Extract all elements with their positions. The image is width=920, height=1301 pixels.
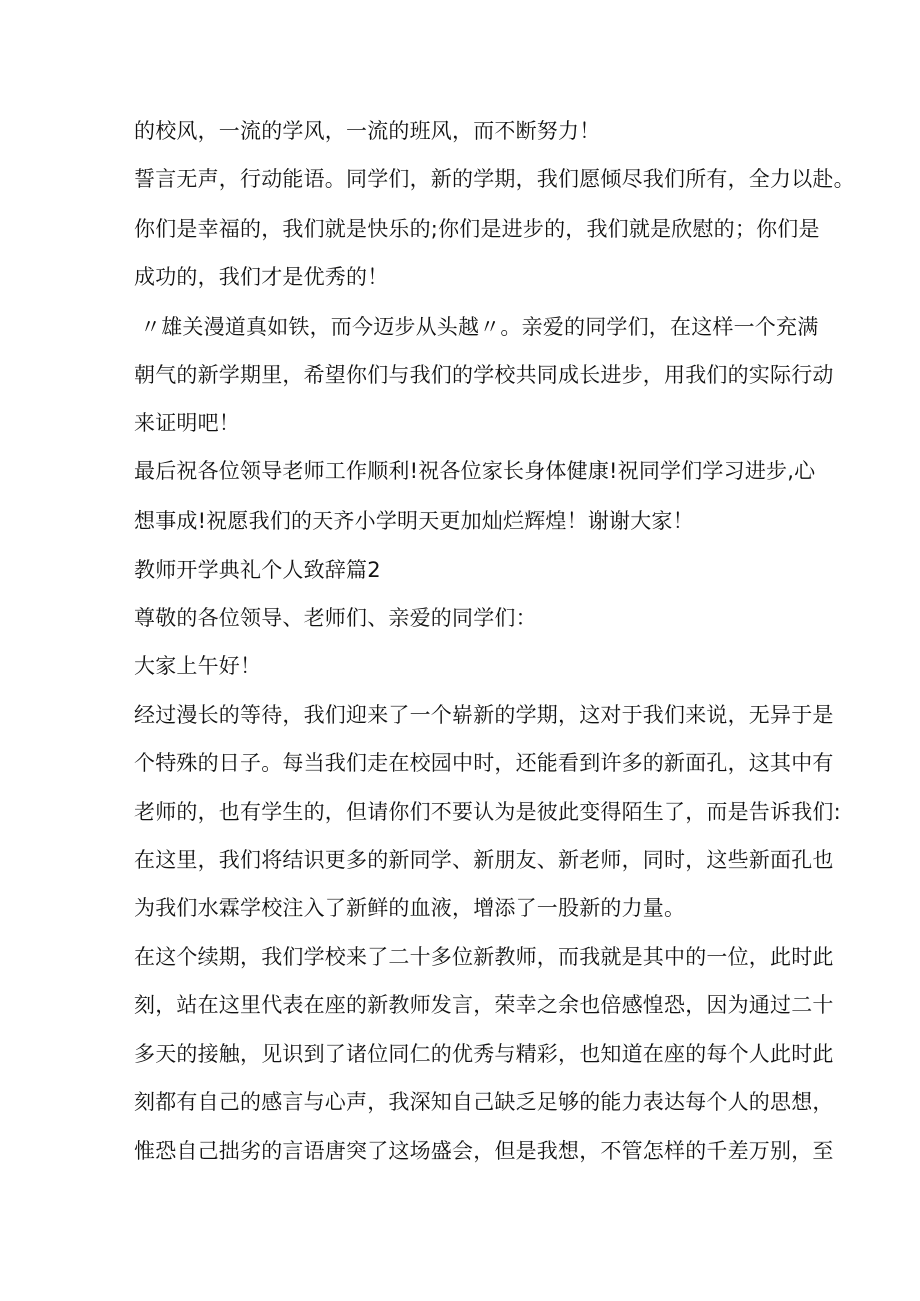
text-line: 在这个续期，我们学校来了二十多位新教师，而我就是其中的一位，此时此 <box>134 945 834 969</box>
text-line: 最后祝各位领导老师工作顺利!祝各位家长身体健康!祝同学们学习进步,心 <box>134 459 816 483</box>
text-line: 刻，站在这里代表在座的新教师发言，荣幸之余也倍感惶恐，因为通过二十 <box>134 993 834 1017</box>
text-line: 个特殊的日子。每当我们走在校园中时，还能看到许多的新面孔，这其中有 <box>134 751 834 775</box>
text-line: 〃雄关漫道真如铁，而今迈步从头越〃。亲爱的同学们，在这样一个充满 <box>140 315 819 339</box>
text-line: 多天的接触，见识到了诸位同仁的优秀与精彩，也知道在座的每个人此时此 <box>134 1042 834 1066</box>
text-line: 想事成!祝愿我们的天齐小学明天更加灿烂辉煌！谢谢大家！ <box>134 509 694 533</box>
text-line: 在这里，我们将结识更多的新同学、新朋友、新老师，同时，这些新面孔也 <box>134 848 834 872</box>
text-line: 为我们水霖学校注入了新鲜的血液，增添了一股新的力量。 <box>134 896 686 920</box>
salutation: 尊敬的各位领导、老师们、亲爱的同学们： <box>134 606 537 630</box>
text-line: 朝气的新学期里，希望你们与我们的学校共同成长进步，用我们的实际行动 <box>134 363 834 387</box>
greeting: 大家上午好！ <box>134 654 262 678</box>
text-line: 成功的，我们才是优秀的！ <box>134 265 389 289</box>
text-line: 老师的，也有学生的，但请你们不要认为是彼此变得陌生了，而是告诉我们: <box>134 800 841 824</box>
text-line: 誓言无声，行动能语。同学们，新的学期，我们愿倾尽我们所有，全力以赴。 <box>134 167 855 191</box>
text-line: 惟恐自己拙劣的言语唐突了这场盛会，但是我想，不管怎样的千差万别，至 <box>134 1139 834 1163</box>
text-line: 来证明吧！ <box>134 411 240 435</box>
text-line: 刻都有自己的感言与心声，我深知自己缺乏足够的能力表达每个人的思想， <box>134 1090 834 1114</box>
text-line: 经过漫长的等待，我们迎来了一个崭新的学期，这对于我们来说，无异于是 <box>134 703 834 727</box>
section-heading: 教师开学典礼个人致辞篇2 <box>134 558 381 582</box>
text-line: 的校风，一流的学风，一流的班风，而不断努力！ <box>134 119 601 143</box>
text-line: 你们是幸福的，我们就是快乐的;你们是进步的，我们就是欣慰的；你们是 <box>134 217 820 241</box>
